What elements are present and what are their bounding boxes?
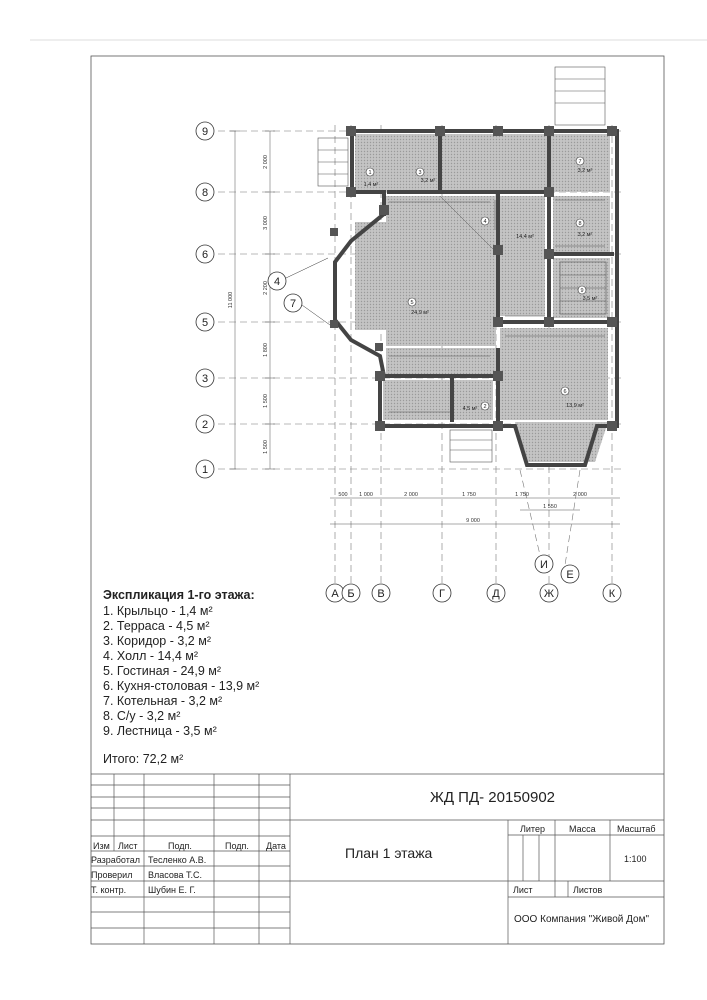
- drawing-code: ЖД ПД- 20150902: [430, 789, 556, 806]
- room-5-area: 24,9 м²: [411, 310, 429, 316]
- axis-bay-e: Е: [566, 569, 574, 581]
- room-6-no: 6: [563, 389, 567, 395]
- dim-left-1: 2 000: [263, 155, 269, 169]
- explication-item: 4. Холл - 14,4 м²: [103, 649, 199, 663]
- room-7-area: 3,2 м²: [577, 168, 593, 174]
- liter-label: Литер: [520, 824, 545, 834]
- hdr-podp: Подп.: [168, 841, 192, 851]
- dim-left-3: 2 200: [263, 281, 269, 295]
- axis-col-k: К: [608, 588, 616, 600]
- sheet-label: Лист: [513, 885, 533, 895]
- dim-bottom-1: 500: [338, 492, 348, 498]
- axis-row-5: 5: [201, 317, 209, 329]
- mass-label: Масса: [569, 824, 596, 834]
- axis-row-8: 8: [201, 187, 209, 199]
- axis-col-d: Д: [492, 588, 500, 600]
- explication-item: 3. Коридор - 3,2 м²: [103, 634, 211, 648]
- dim-bottom-2: 1 000: [359, 492, 373, 498]
- hdr-izm: Изм: [93, 841, 110, 851]
- explication: [103, 588, 259, 767]
- role-tcontrol: Т. контр.: [91, 885, 127, 895]
- axis-col-v: В: [377, 588, 385, 600]
- explication-total: Итого: 72,2 м²: [103, 752, 184, 766]
- scale-value: 1:100: [624, 854, 647, 864]
- sheets-label: Листов: [573, 885, 603, 895]
- explication-item: 1. Крыльцо - 1,4 м²: [103, 604, 213, 618]
- dim-bottom-bay: 1 550: [543, 504, 557, 510]
- hdr-podp2: Подп.: [225, 841, 249, 851]
- dim-left-total: 11 000: [228, 291, 234, 309]
- explication-item: 6. Кухня-столовая - 13,9 м²: [103, 679, 260, 693]
- dim-left-2: 3 000: [263, 216, 269, 230]
- dim-left-5: 1 500: [263, 394, 269, 408]
- explication-title: Экспликация 1-го этажа:: [103, 588, 255, 602]
- axis-col-zh: Ж: [543, 588, 555, 600]
- dim-bottom-total: 9 000: [466, 518, 480, 524]
- axis-bay-i: И: [540, 559, 548, 571]
- role-developed: Разработал: [91, 855, 140, 865]
- explication-item: 8. С/у - 3,2 м²: [103, 709, 181, 723]
- dim-bottom-6: 2 000: [573, 492, 587, 498]
- hdr-list: Лист: [118, 841, 138, 851]
- axis-row-9: 9: [201, 126, 209, 138]
- sheet-title: План 1 этажа: [345, 845, 433, 861]
- dim-left-6: 1 500: [263, 440, 269, 454]
- explication-item: 7. Котельная - 3,2 м²: [103, 694, 223, 708]
- explication-item: 9. Лестница - 3,5 м²: [103, 724, 217, 738]
- room-3-area: 3,2 м²: [420, 178, 436, 184]
- room-3-no: 3: [418, 170, 422, 176]
- room-9-area: 3,5 м²: [582, 296, 598, 302]
- explication-item: 2. Терраса - 4,5 м²: [103, 619, 210, 633]
- room-5-no: 5: [410, 300, 414, 306]
- room-4-area: 14,4 м²: [516, 234, 534, 240]
- scale-label: Масштаб: [617, 824, 656, 834]
- axis-row-2: 2: [201, 419, 209, 431]
- room-1-no: 1: [368, 170, 372, 176]
- dim-left-4: 1 800: [263, 343, 269, 357]
- room-9-no: 9: [580, 288, 584, 294]
- axis-row-1: 1: [201, 464, 209, 476]
- room-6-area: 13,9 м²: [566, 403, 584, 409]
- role-checked: Проверил: [91, 870, 133, 880]
- company-name: ООО Компания "Живой Дом": [514, 914, 650, 925]
- dim-bottom-4: 1 750: [462, 492, 476, 498]
- name-tcontrol: Шубин Е. Г.: [148, 885, 196, 895]
- dim-bottom-5: 1 750: [515, 492, 529, 498]
- name-developed: Тесленко А.В.: [148, 855, 207, 865]
- hdr-date: Дата: [266, 841, 286, 851]
- room-2-area: 4,5 м²: [462, 406, 478, 412]
- callout-7: 7: [289, 298, 297, 310]
- room-7-no: 7: [578, 159, 582, 165]
- explication-item: 5. Гостиная - 24,9 м²: [103, 664, 222, 678]
- axis-col-b: Б: [347, 588, 355, 600]
- room-2-no: 2: [483, 404, 487, 410]
- room-8-area: 3,2 м²: [577, 232, 593, 238]
- room-4-no: 4: [483, 219, 487, 225]
- callout-4: 4: [273, 276, 281, 288]
- axis-row-3: 3: [201, 373, 209, 385]
- name-checked: Власова Т.С.: [148, 870, 203, 880]
- room-8-no: 8: [578, 221, 582, 227]
- axis-col-g: Г: [439, 588, 445, 600]
- room-1-area: 1,4 м²: [363, 182, 379, 188]
- axis-row-6: 6: [201, 249, 209, 261]
- axis-col-a: А: [331, 588, 339, 600]
- dim-bottom-3: 2 000: [404, 492, 418, 498]
